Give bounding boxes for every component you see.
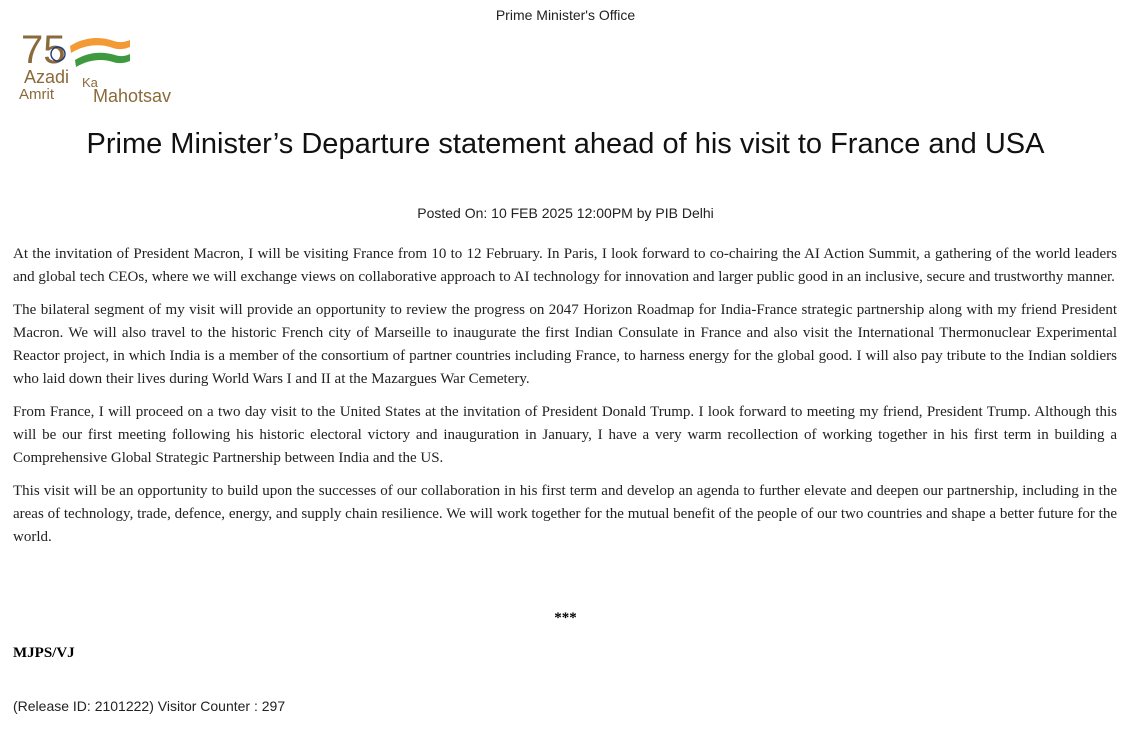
paragraph-3: From France, I will proceed on a two day visit to the United States at the invitation of President Donald Trump. I look forward to meeting my friend, President Trump. Although this will be our first meeting following his historic electoral victory and inauguration in January, I have a very warm recollection of working together in his first term in building a Comprehensive Global Strategic Partnership between India and the US.: [13, 403, 1117, 467]
paragraph-2: The bilateral segment of my visit will provide an opportunity to review the progress on 2047 Horizon Roadmap for India-France strategic partnership along with my friend President Macron. We will also travel to the historic French city of Marseille to inaugurate the first Indian Consulate in France and also visit the International Thermonuclear Experimental Reactor project, in which India is a member of the consortium of partner countries including France, to harness energy for the global good. I will also pay tribute to the Indian soldiers who laid down their lives during World Wars I and II at the Mazargues War Cemetery.: [13, 301, 1117, 388]
posted-on-line: Posted On: 10 FEB 2025 12:00PM by PIB Delhi: [417, 205, 714, 221]
logo-word-amrit: Amrit: [19, 86, 54, 103]
paragraph-1: At the invitation of President Macron, I will be visiting France from 10 to 12 February. In Paris, I look forward to co-chairing the AI Action Summit, a gathering of the world leaders and global tech CEOs, where we will exchange views on collaborative approach to AI technology for innovation and larger public good in an inclusive, secure and trustworthy manner.: [13, 246, 1117, 286]
reference-code: MJPS/VJ: [13, 645, 75, 661]
green-flag-band: [75, 53, 130, 67]
page-title: Prime Minister’s Departure statement ahead of his visit to France and USA: [86, 128, 1045, 160]
statement-body: [13, 243, 1117, 559]
paragraph-4: This visit will be an opportunity to build upon the successes of our collaboration in his first term and develop an agenda to further elevate and deepen our partnership, including in the areas of technology, trade, defence, energy, and supply chain resilience. We will work together for the mutual benefit of the people of our two countries and shape a better future for the world.: [13, 482, 1117, 546]
ministry-name: Prime Minister's Office: [495, 7, 636, 23]
logo-number-75: 75: [21, 28, 66, 72]
logo-word-mahotsav: Mahotsav: [93, 86, 172, 106]
logo-word-ka: Ka: [82, 75, 98, 90]
azadi-ka-amrit-mahotsav-logo: [18, 28, 172, 108]
release-id-visitor-counter: (Release ID: 2101222) Visitor Counter : 297: [13, 698, 286, 714]
separator-stars: ***: [554, 610, 577, 626]
saffron-flag-band: [70, 38, 130, 53]
logo-word-azadi: Azadi: [24, 67, 70, 87]
